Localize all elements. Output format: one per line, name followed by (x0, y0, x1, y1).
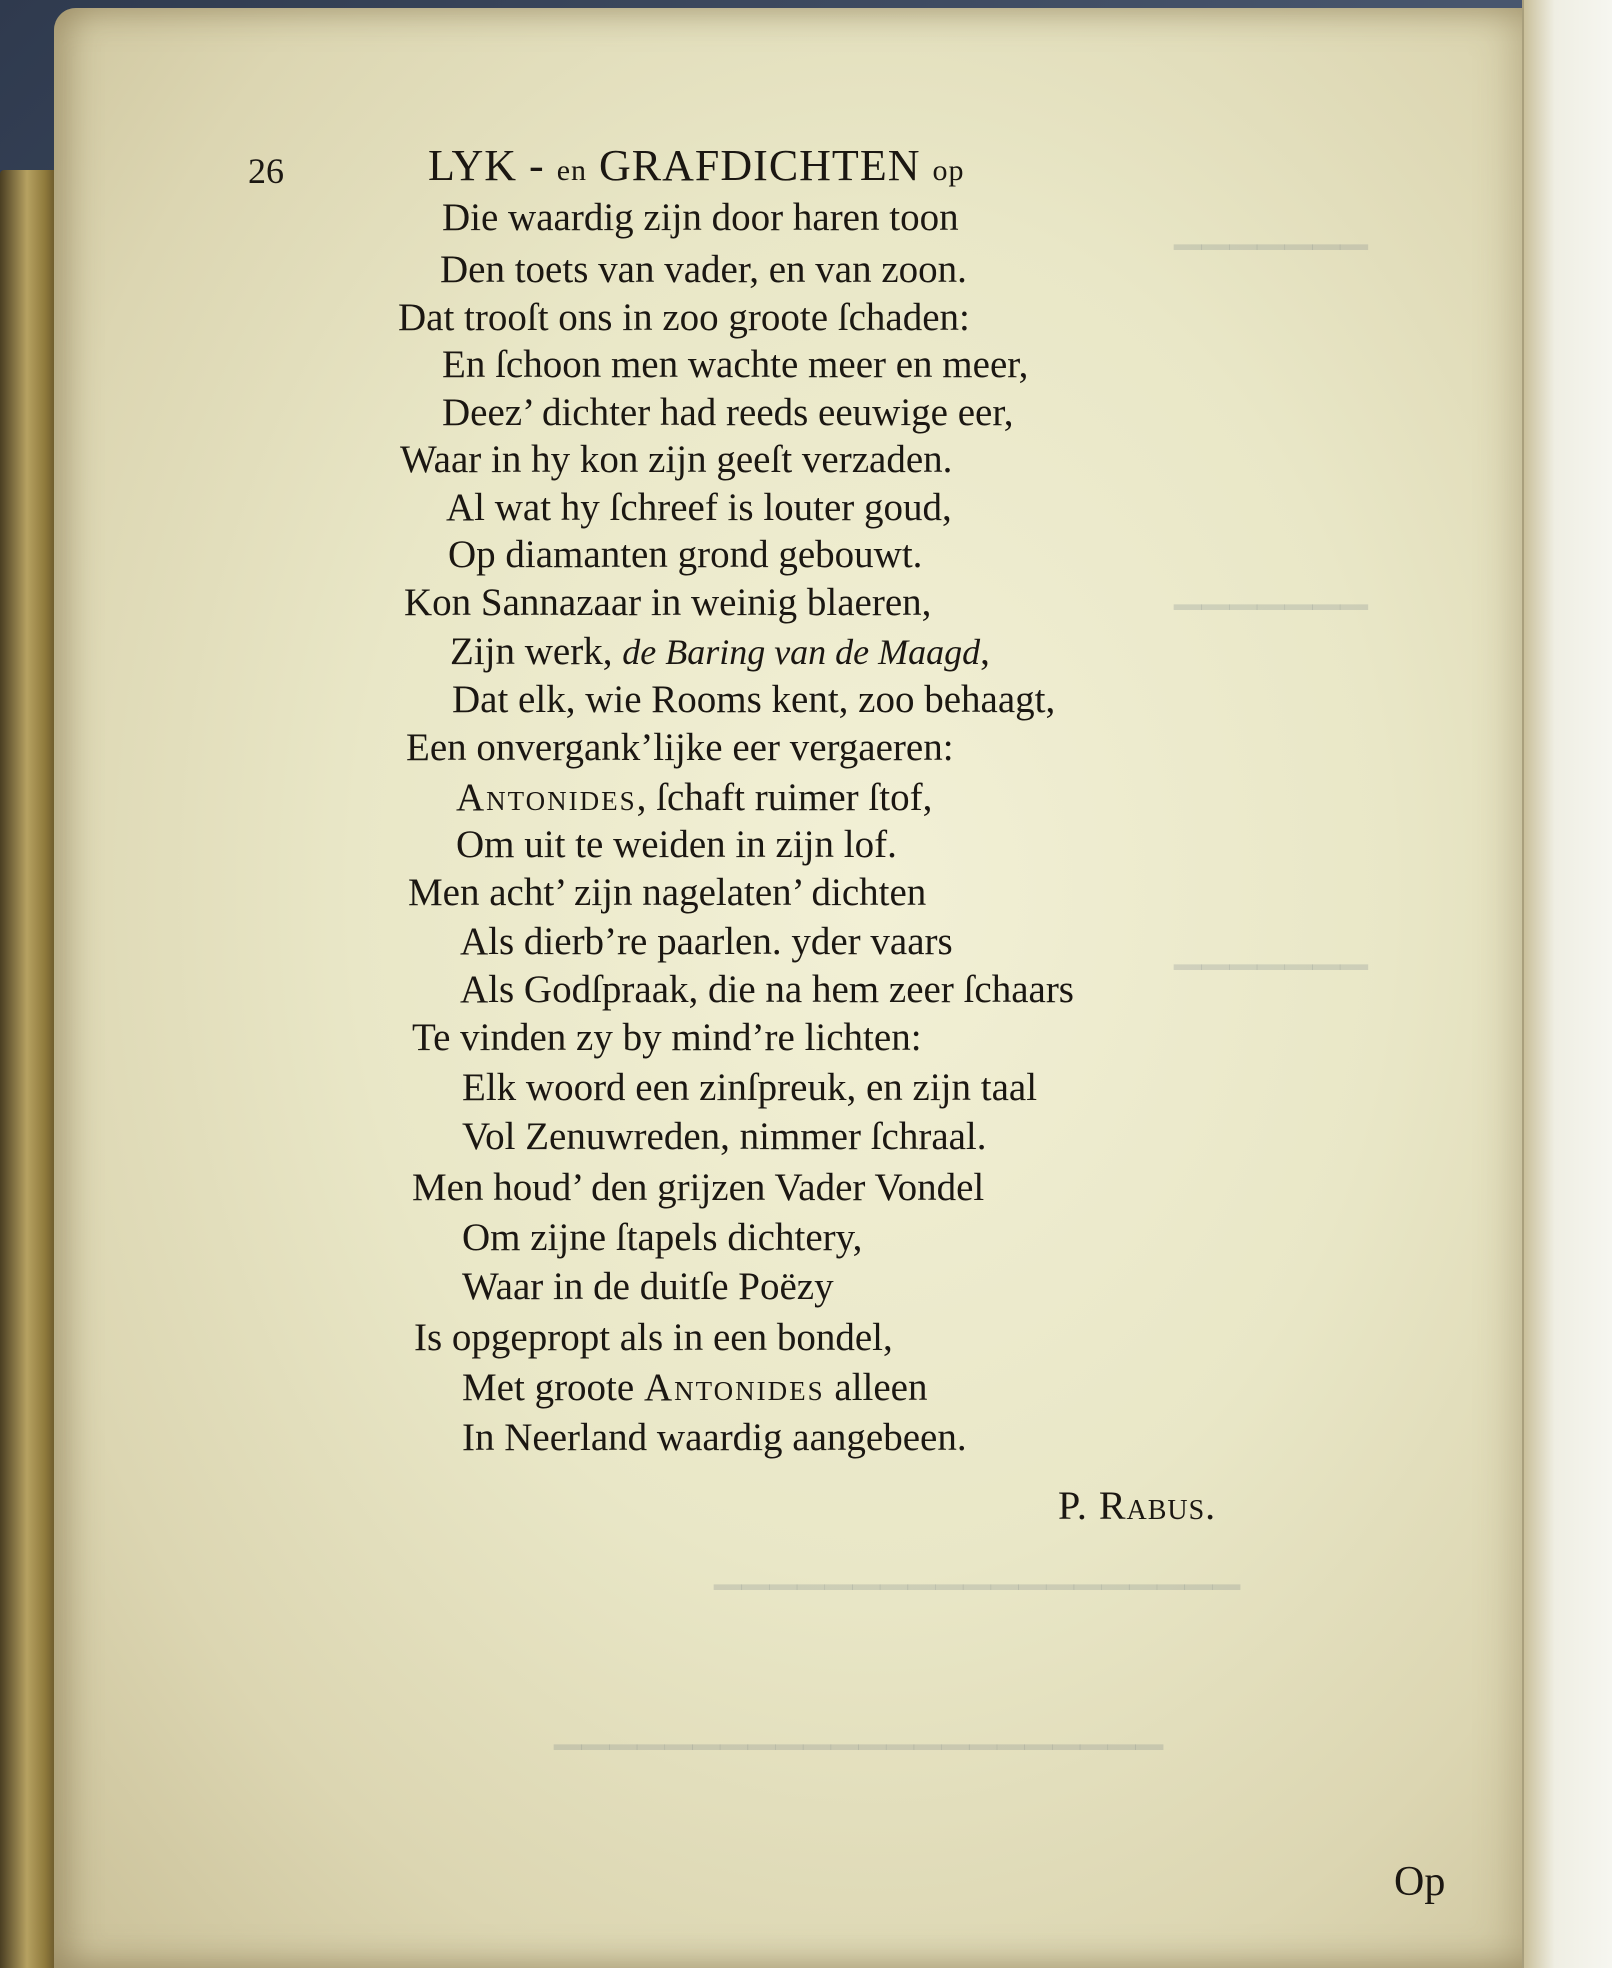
running-head (428, 140, 964, 191)
poem-line (456, 778, 932, 817)
poem-line: Men houd’ den grijzen Vader Vondel (412, 1166, 985, 1209)
poem-line-text: Met groote (462, 1366, 644, 1409)
poem-line: Die waardig zijn door haren toon (442, 196, 959, 239)
poem-line: Te vinden zy by mind’re lichten: (412, 1016, 922, 1059)
show-through-text: ▁▁▁▁▁▁▁ (1174, 569, 1368, 609)
next-page-edge (1522, 0, 1612, 1968)
running-head-part2: en (556, 154, 588, 187)
poem-line-text: , (980, 630, 990, 673)
poem-line: Waar in hy kon zijn geeſt verzaden. (400, 438, 953, 481)
poem-line: Deez’ dichter had reeds eeuwige eer, (442, 391, 1014, 434)
page-number: 26 (248, 151, 284, 191)
running-head-part4: op (932, 154, 965, 187)
book-spine (0, 170, 60, 1968)
poem-line: Dat elk, wie Rooms kent, zoo behaagt, (452, 678, 1056, 721)
poem-line: Elk woord een zinſpreuk, en zijn taal (462, 1066, 1038, 1109)
poem-line: Als Godſpraak, die na hem zeer ſchaars (460, 968, 1074, 1011)
poem-line: Een onvergank’lijke eer vergaeren: (406, 726, 954, 769)
poem-line-text: , ſchaft ruimer ſtof, (636, 776, 933, 819)
poem-line: Om uit te weiden in zijn lof. (456, 823, 897, 866)
show-through-text: ▁▁▁▁▁▁▁ (1174, 929, 1368, 969)
author-signature: P. Rabus. (1058, 1483, 1217, 1528)
poem-line: Op diamanten grond gebouwt. (448, 533, 923, 576)
poem-line: Om zijne ſtapels dichtery, (462, 1216, 863, 1259)
poem-line: Den toets van vader, en van zoon. (440, 248, 967, 291)
poem-line: En ſchoon men wachte meer en meer, (442, 343, 1029, 386)
poem-line-italic-title: de Baring van de Maagd (622, 632, 981, 672)
poem-line-text: Zijn werk, (450, 630, 623, 673)
poem-line-smallcaps-name: Antonides (643, 1366, 825, 1409)
poem-line-smallcaps-name: Antonides (456, 776, 637, 819)
poem-line: Waar in de duitſe Poëzy (462, 1265, 834, 1308)
poem-line (450, 632, 990, 671)
poem-line: Kon Sannazaar in weinig blaeren, (404, 581, 932, 624)
catchword: Op (1394, 1859, 1446, 1905)
poem-line: Men acht’ zijn nagelaten’ dichten (408, 871, 927, 914)
poem-line-text: alleen (824, 1366, 928, 1409)
poem-line: Dat trooſt ons in zoo groote ſchaden: (398, 296, 970, 339)
running-head-part3: GRAFDICHTEN (587, 141, 933, 190)
poem-line: In Neerland waardig aangebeen. (462, 1416, 967, 1459)
running-head-part1: LYK (428, 141, 518, 190)
show-through-text: ▁▁▁▁▁▁▁▁▁▁▁▁▁▁▁▁▁▁▁▁▁▁ (554, 1709, 1164, 1749)
poem-line: Vol Zenuwreden, nimmer ſchraal. (462, 1115, 987, 1158)
poem-line: Als dierb’re paarlen. yder vaars (460, 920, 953, 963)
poem-line: Is opgepropt als in een bondel, (414, 1316, 893, 1359)
poem-line (462, 1368, 928, 1407)
show-through-text: ▁▁▁▁▁▁▁ (1174, 209, 1368, 249)
running-head-dash: - (517, 141, 557, 190)
show-through-text: ▁▁▁▁▁▁▁▁▁▁▁▁▁▁▁▁▁▁▁ (714, 1549, 1241, 1589)
poem-line: Al wat hy ſchreef is louter goud, (446, 486, 952, 529)
